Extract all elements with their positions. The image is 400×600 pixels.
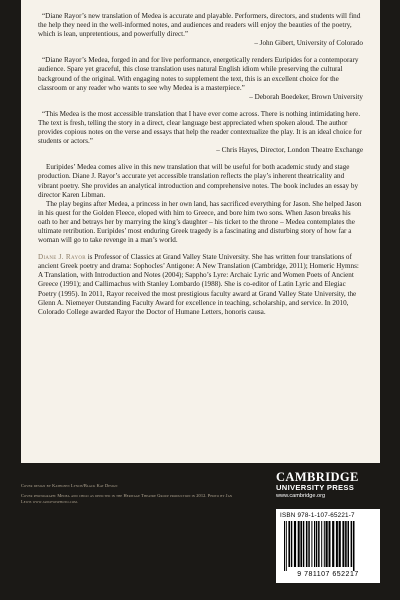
barcode-bar [321, 521, 322, 567]
barcode-bar [324, 521, 325, 567]
review-quote-2 [38, 56, 363, 101]
barcode-bar [314, 521, 315, 567]
barcode-bar [288, 521, 290, 567]
review-quote-text: “Diane Rayor’s Medea, forged in and for live performance, energetically renders Euripides for a contemporary audience. Spare yet graceful, this close translation uses natural English idiom while preserving the cultural background of the original. With engaging notes to supplement the text, this is an excellent choice for the classroom or any reader who wants to see why Medea is a masterpiece.” [38, 56, 359, 92]
barcode-bar [348, 521, 350, 567]
barcode-bar [353, 521, 355, 571]
barcode-bar [329, 521, 331, 567]
barcode [276, 509, 380, 583]
description-paragraph: The play begins after Medea, a princess in her own land, has sacrificed everything for Jason. She helped Jason in his quest for the Golden Fleece, eloped with him to Greece, and bore him two sons. When Jason breaks his oath to her and betrays her by marrying the king’s daughter – his ticket to the throne – Medea contemplates the ultimate retribution. Euripides’ most enduring Greek tragedy is a fascinating and disturbing story of how far a woman will go to take revenge in a man’s world. [38, 199, 362, 245]
barcode-bar [284, 521, 285, 571]
author-name: Diane J. Rayor [38, 253, 86, 262]
barcode-bar [294, 521, 296, 567]
review-quote-1 [38, 12, 363, 48]
design-credit: Cover design by Kathleen Lynch/Black Kat Design [21, 483, 118, 488]
isbn-label: ISBN 978-1-107-65221-7 [280, 512, 355, 519]
barcode-bar [300, 521, 302, 567]
author-bio-text: is Professor of Classics at Grand Valley State University. She has written four translations of ancient Greek poetry and drama: Sophocles’ Antigone: A New Translation (Cambridge, 2011); Homeric Hymns: A Translation, with Introduction and Notes (2004); Sappho’s Lyre: Archaic Lyric and Women Poets of Ancient Greece (1991); and Callimachus with Stanley Lombardo (1988). She is co-editor of Latin Lyric and Elegiac Poetry (1995). In 2011, Rayor received the most prestigious faculty award at Grand Valley State University, the Glenn A. Niemeyer Outstanding Faculty Award for excellence in teaching, scholarship, and service. In 2010, Colorado College awarded Rayor the Doctor of Humane Letters, honoris causa. [38, 253, 359, 316]
barcode-bar [298, 521, 300, 567]
review-quote-3 [38, 110, 363, 155]
publisher-url: www.cambridge.org [276, 493, 326, 499]
review-quote-text: “This Medea is the most accessible translation that I have ever come across. There is nothing intimidating here. The text is fresh, telling the story in a direct, clear language best appreciated when spoken aloud. The author provides copious notes on the verse and essays that help the reader contextualize the play. It is an ideal choice for students or actors.” [38, 109, 362, 146]
publisher-name: CAMBRIDGE [276, 470, 359, 484]
barcode-bar [339, 521, 341, 567]
author-bio [38, 253, 363, 317]
barcode-bar [332, 521, 334, 567]
review-attribution: – Deborah Boedeker, Brown University [249, 92, 363, 101]
review-quote-text: “Diane Rayor’s new translation of Medea is accurate and playable. Performers, directors, and students will find the help they need in the well-informed notes, and audiences and readers will enjoy the beauties of the poetry, which is lean, unpretentious, and powerfully direct.” [38, 12, 361, 39]
barcode-bar [286, 521, 287, 571]
barcode-digits: 9 781107 652217 [297, 571, 359, 578]
review-attribution: – John Gibert, University of Colorado [254, 39, 363, 48]
barcode-bar [306, 521, 308, 567]
text-panel [21, 0, 380, 463]
description-paragraph: Euripides’ Medea comes alive in this new translation that will be useful for both academic study and stage production. Diane J. Rayor’s accurate yet accessible translation reflects the play’s inherent theatricality and vibrant poetry. She provides an analytical introduction and comprehensive notes. The book includes an essay by director Karen Libman. [38, 163, 359, 199]
barcode-bar [342, 521, 344, 567]
barcode-bar [326, 521, 328, 567]
publisher-logo [276, 471, 380, 500]
cover-credits [21, 483, 241, 508]
barcode-bar [318, 521, 320, 567]
barcode-bar [308, 521, 310, 567]
photo-credit: Cover photograph: Medea and child as depicted in the Heritage Theatre Group production in 2012. Photo by Jan Lewis www.janlewisphoto.com. [21, 492, 233, 504]
barcode-bar [351, 521, 353, 567]
barcode-bar [303, 521, 305, 567]
publisher-subtitle: UNIVERSITY PRESS [276, 483, 355, 492]
book-description [38, 163, 363, 245]
barcode-bar [316, 521, 318, 567]
review-attribution: – Chris Hayes, Director, London Theatre Exchange [216, 146, 363, 155]
barcode-bar [291, 521, 293, 567]
barcode-bar [345, 521, 347, 567]
barcode-bars-icon [280, 521, 376, 571]
barcode-bar [336, 521, 338, 567]
barcode-bar [311, 521, 312, 567]
